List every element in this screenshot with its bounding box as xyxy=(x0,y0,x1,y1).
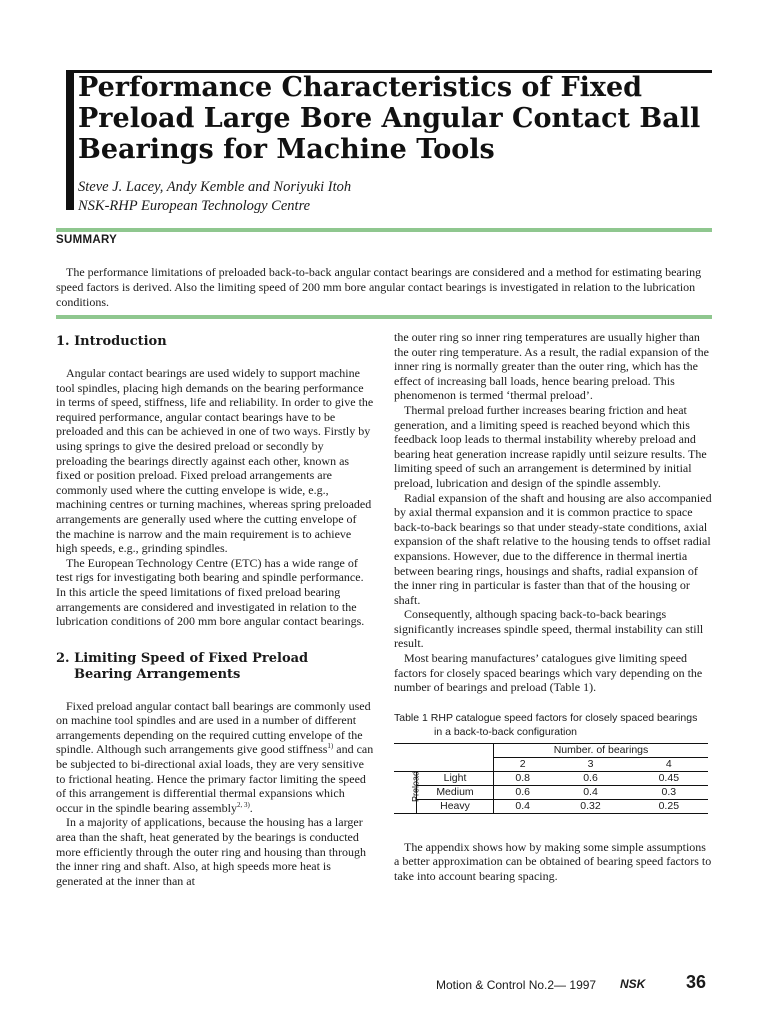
table-row-group-label: Preload xyxy=(410,770,421,802)
section-1-heading: 1. Introduction xyxy=(56,334,167,349)
summary-text: The performance limitations of preloaded back-to-back angular contact bearings are considered and a method for estimating bearing speed factors is derived. Also the limiting speed of 200 mm bore angular contact bearings is investigated in relation to the lubrication conditions. xyxy=(56,265,702,309)
brand-logo: NSK xyxy=(620,977,646,991)
section-2-paragraph-7: The appendix shows how by making some simple assumptions a better approximation can be obtained of bearing speed factors to take into account bearing spacing. xyxy=(394,839,712,884)
page-number: 36 xyxy=(686,972,707,992)
author-block xyxy=(78,178,351,216)
table-col-header: 3 xyxy=(551,757,629,771)
right-column xyxy=(394,330,712,884)
section-2-paragraph-3: Thermal preload further increases bearing friction and heat generation, and a limiting speed is reached beyond which this feedback loop leads to thermal instability whereby preload and bearing heat generation increase rapidly until seizure results. The limiting speed of such an arrangement is determined by initial preload, lubrication and design of the spindle assembly. xyxy=(394,402,707,490)
table-col-header: 4 xyxy=(630,757,708,771)
journal-footer: Motion & Control No.2— 1997 xyxy=(436,978,597,992)
table-row: Medium 0.6 0.4 0.3 xyxy=(394,785,708,799)
table-col-header: 2 xyxy=(494,757,552,771)
section-2-paragraph-4: Radial expansion of the shaft and housing are also accompanied by axial thermal expansion and it is common practice to space back-to-back bearings so that under steady-state conditions, axial expansion of the shaft relative to the housing tends to offset radial expansions. However, due to the difference in thermal inertia between bearing rings, housings and shafts, radial expansion of the inner ring in particular is faster than that of the housing or shaft. xyxy=(394,490,712,607)
authors: Steve J. Lacey, Andy Kemble and Noriyuki Itoh xyxy=(78,179,352,195)
paper-title: Performance Characteristics of Fixed Preload Large Bore Angular Contact Ball Bearings for Machine Tools xyxy=(78,72,701,165)
section-2-heading-line2: Bearing Arrangements xyxy=(74,666,241,682)
summary-top-rule xyxy=(56,228,712,232)
table-group-header: Number. of bearings xyxy=(494,743,709,757)
section-2-paragraph-1: Fixed preload angular contact ball bearings are commonly used on machine tool spindles and are used in a number of different arrangements depending on the required cutting envelope of the spindle. Although such arrangements give good stiffness$^{1)}$ and can be subjected to bi-directional axial loads, they are very sensitive to frictional heating. Hence the primary factor limiting the speed of this arrangement is differential thermal expansions which occur in the spindle bearing assembly$^{2, 3)}$. xyxy=(56,698,374,815)
intro-paragraph-2: The European Technology Centre (ETC) has a wide range of test rigs for investigating both bearing and spindle performance. In this article the speed limitations of fixed preload bearing arrangements are considered and investigated in relation to the lubrication conditions of 200 mm bore angular contact bearings. xyxy=(56,555,365,629)
section-2-heading xyxy=(56,651,374,683)
left-column xyxy=(56,330,374,888)
table-1-caption: Table 1 RHP catalogue speed factors for closely spaced bearings in a back-to-back configuration xyxy=(394,711,698,738)
summary-heading: SUMMARY xyxy=(56,234,118,246)
table-1 xyxy=(394,743,708,814)
intro-paragraph-1: Angular contact bearings are used widely to support machine tool spindles, placing high demands on the bearing performance in terms of speed, stiffness, life and reliability. In order to give the required performance, angular contact bearings have to be preloaded and this can be achieved in one of two ways. Firstly by using springs to give the desired preload or secondly by preloading the bearings directly against each other, known as fixed or position preload. Fixed preload arrangements are commonly used where the cutting envelope is wide, e.g., machining centres or turning machines, whereas spring preloaded arrangements are generally used where the cutting envelope of the machine is narrow and the main requirement is to achieve high speeds, e.g., grinding spindles. xyxy=(56,366,374,556)
reference-marker: 2, 3) xyxy=(236,800,250,809)
section-2-paragraph-6: Most bearing manufactures’ catalogues give limiting speed factors for closely spaced bearings which vary depending on the number of bearings and preload (Table 1). xyxy=(394,651,703,695)
table-row: Preload Light 0.8 0.6 0.45 xyxy=(394,771,708,785)
affiliation: NSK-RHP European Technology Centre xyxy=(78,198,311,214)
title-side-bar xyxy=(66,70,74,210)
section-2-paragraph-2-continued: the outer ring so inner ring temperatures are usually higher than the outer ring temperature. As a result, the radial expansion of the inner ring is normally greater than the outer ring, which has the effect of increasing ball loads, hence bearing preload. This phenomenon is termed ‘thermal preload’. xyxy=(394,330,709,403)
reference-marker: 1) xyxy=(327,742,334,751)
table-row: Heavy 0.4 0.32 0.25 xyxy=(394,799,708,813)
section-2-heading-line1: 2. Limiting Speed of Fixed Preload xyxy=(56,650,309,666)
section-2-paragraph-5: Consequently, although spacing back-to-back bearings significantly increases spindle speed, thermal instability can still result. xyxy=(394,607,704,651)
summary-bottom-rule xyxy=(56,315,712,319)
section-2-paragraph-2: In a majority of applications, because the housing has a larger area than the shaft, heat generated by the bearings is conducted more efficiently through the outer ring and housing than through the inner ring and shaft. Also, at high speeds more heat is generated at the inner than at xyxy=(56,815,367,888)
